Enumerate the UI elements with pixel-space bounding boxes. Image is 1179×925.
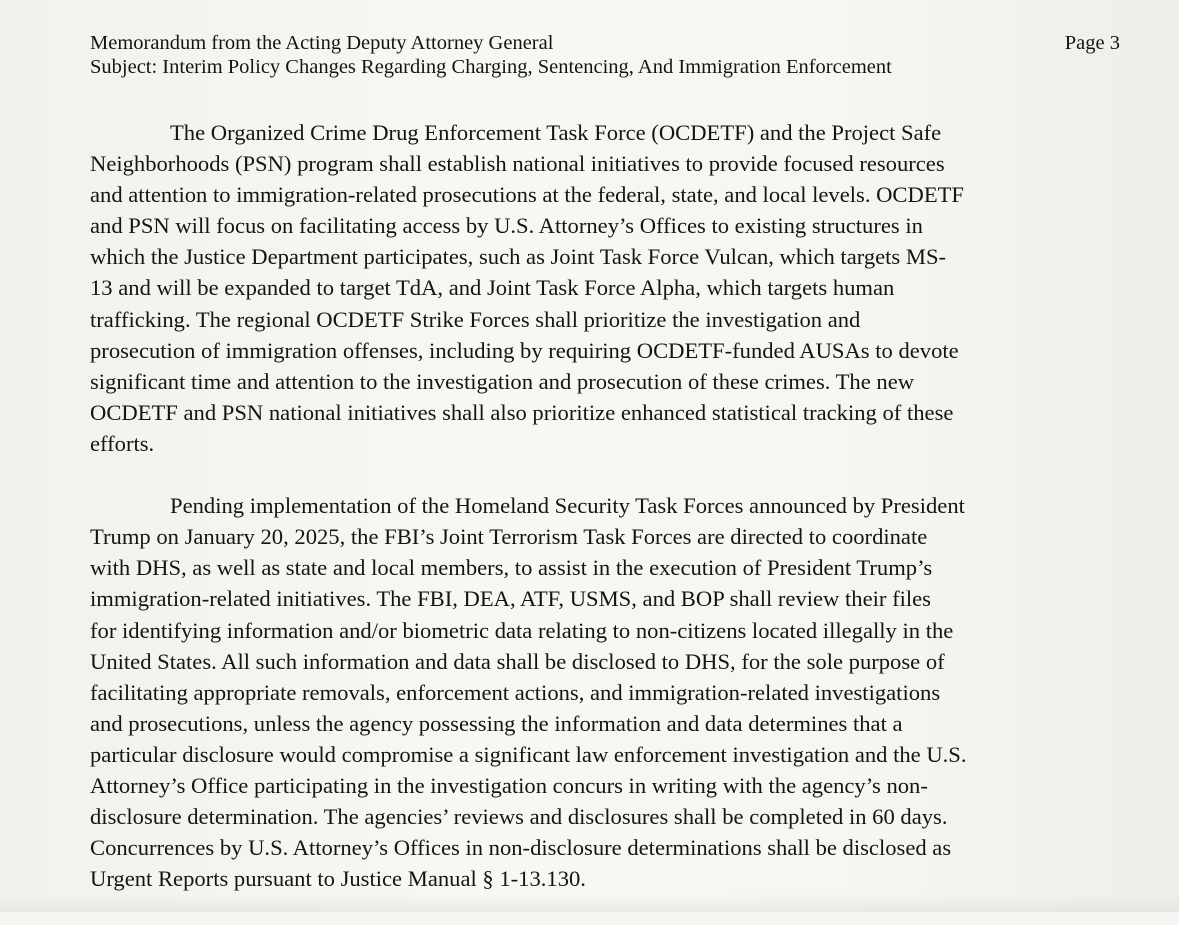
text-line: immigration-related initiatives. The FBI, DEA, ATF, USMS, and BOP shall review their files [90, 586, 931, 612]
text-line: Trump on January 20, 2025, the FBI’s Joint Terrorism Task Forces are directed to coordinate [90, 524, 928, 550]
text-line: and prosecutions, unless the agency possessing the information and data determines that a [90, 710, 903, 736]
text-line: Attorney’s Office participating in the investigation concurs in writing with the agency’s non- [90, 772, 928, 798]
text-line: with DHS, as well as state and local members, to assist in the execution of President Trump’s [90, 555, 933, 581]
text-line: The Organized Crime Drug Enforcement Task Force (OCDETF) and the Project Safe [170, 120, 942, 145]
text-line: significant time and attention to the investigation and prosecution of these crimes. The new [90, 368, 915, 394]
text-line: Pending implementation of the Homeland Security Task Forces announced by President [170, 493, 965, 519]
memo-body [90, 117, 1130, 925]
memo-from-line: Memorandum from the Acting Deputy Attorney General [90, 32, 554, 54]
text-line: which the Justice Department participates, such as Joint Task Force Vulcan, which targets MS- [90, 244, 947, 270]
text-line: trafficking. The regional OCDETF Strike Forces shall prioritize the investigation and [90, 306, 861, 332]
text-line: Concurrences by U.S. Attorney’s Offices in non-disclosure determinations shall be disclosed as [90, 835, 952, 861]
text-line: prosecution of immigration offenses, including by requiring OCDETF-funded AUSAs to devote [90, 337, 959, 363]
text-line: and attention to immigration-related prosecutions at the federal, state, and local levels. OCDETF [90, 182, 964, 208]
text-line: Urgent Reports pursuant to Justice Manual § 1-13.130. [90, 866, 586, 892]
text-line: for identifying information and/or biometric data relating to non-citizens located illegally in the [90, 617, 954, 643]
page-number: Page 3 [1064, 32, 1120, 54]
text-line: OCDETF and PSN national initiatives shall also prioritize enhanced statistical tracking of these [90, 399, 954, 425]
text-line: 13 and will be expanded to target TdA, and Joint Task Force Alpha, which targets human [90, 275, 895, 301]
memo-header [90, 31, 1120, 79]
paragraph-ocdetf-psn [90, 117, 1130, 459]
text-line: United States. All such information and data shall be disclosed to DHS, for the sole purpose of [90, 648, 945, 674]
text-line: disclosure determination. The agencies’ reviews and disclosures shall be completed in 60 days. [90, 804, 948, 830]
text-line: particular disclosure would compromise a significant law enforcement investigation and the U.S. [90, 741, 967, 767]
text-line: facilitating appropriate removals, enforcement actions, and immigration-related investigations [90, 679, 941, 705]
text-line: Neighborhoods (PSN) program shall establish national initiatives to provide focused resources [90, 151, 945, 177]
text-line: efforts. [90, 430, 155, 456]
text-line: and PSN will focus on facilitating access by U.S. Attorney’s Offices to existing structures in [90, 213, 923, 239]
memo-subject-line: Subject: Interim Policy Changes Regarding Charging, Sentencing, And Immigration Enforcement [90, 56, 892, 78]
paragraph-homeland-security [90, 490, 1130, 894]
page-bottom-edge [0, 894, 1179, 912]
